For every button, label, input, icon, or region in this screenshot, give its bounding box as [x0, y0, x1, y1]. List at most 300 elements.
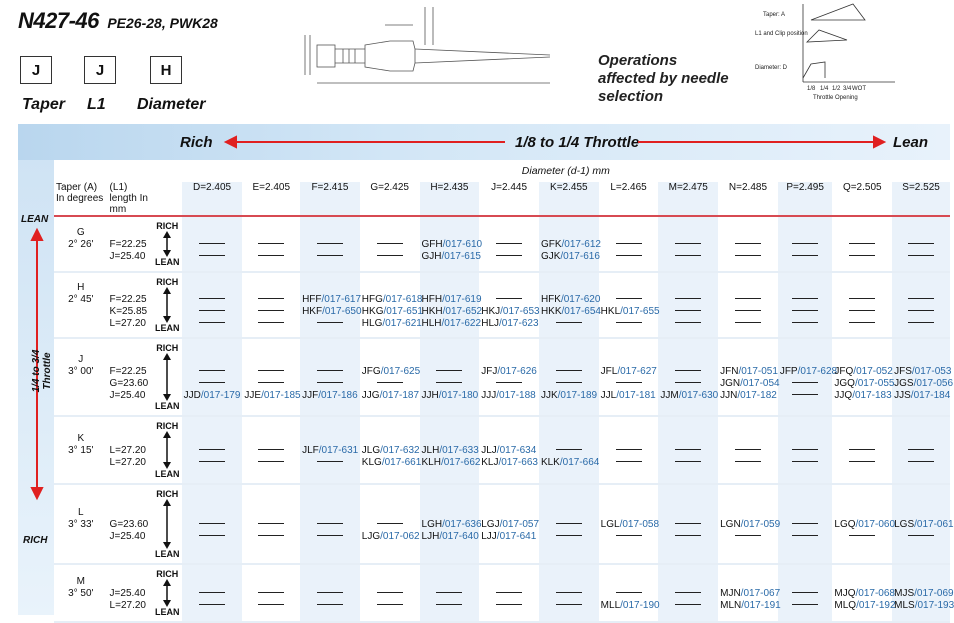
- part-number: /017-192: [856, 600, 896, 611]
- col-header-diameter: K=2.455: [539, 182, 599, 216]
- needle-id: JJS: [894, 390, 911, 401]
- needle-cell: [892, 338, 954, 416]
- side-lean-label: LEAN: [21, 214, 49, 225]
- l1-value: J=25.40: [109, 588, 146, 599]
- col-header-diameter: H=2.435: [420, 182, 480, 216]
- needle-id: KLG: [361, 457, 382, 468]
- needle-cell: [479, 416, 539, 484]
- svg-text:1/2: 1/2: [832, 86, 841, 92]
- empty-dash: [436, 592, 462, 593]
- up-down-arrow-icon: [160, 353, 174, 401]
- part-number: /017-187: [379, 390, 420, 401]
- taper-cell: [54, 338, 108, 416]
- needle-id: MJN: [720, 588, 741, 599]
- needle-id: JJQ: [834, 390, 853, 401]
- needle-cell: [718, 564, 781, 622]
- l1-value: F=22.25: [109, 366, 147, 377]
- side-rich-label: RICH: [23, 535, 48, 546]
- needle-id: JFJ: [481, 366, 498, 377]
- needle-code: [834, 366, 893, 378]
- needle-cell: [539, 416, 599, 484]
- needle-code: [481, 531, 537, 543]
- part-number: /017-632: [380, 445, 420, 456]
- part-number: /017-179: [200, 390, 241, 401]
- empty-dash: [317, 255, 343, 256]
- needle-id: MLN: [720, 600, 742, 611]
- needle-code: [421, 239, 483, 251]
- needle-id: GFH: [421, 239, 443, 250]
- empty-dash: [735, 310, 761, 311]
- needle-cell: [182, 338, 243, 416]
- part-number: /017-068: [855, 588, 895, 599]
- needle-cell: [420, 564, 480, 622]
- needle-code: [540, 251, 600, 263]
- empty-dash: [908, 298, 934, 299]
- needle-code: [481, 519, 540, 531]
- diameter-title: Diameter (d-1) mm: [521, 165, 610, 177]
- needle-id: HFF: [302, 294, 322, 305]
- needle-id: LJG: [361, 531, 381, 542]
- empty-dash: [675, 523, 701, 524]
- svg-text:WOT: WOT: [852, 86, 866, 92]
- up-down-arrow-icon: [160, 499, 174, 549]
- needle-cell: [539, 338, 599, 416]
- needle-id: MJS: [894, 588, 915, 599]
- needle-code: [834, 588, 895, 600]
- taper-degrees: 3° 50': [68, 588, 94, 599]
- part-number: /017-630: [678, 390, 719, 401]
- needle-cell: [242, 484, 300, 564]
- needle-code: [361, 318, 422, 330]
- part-number: /017-190: [620, 600, 660, 611]
- needle-cell: [718, 272, 778, 338]
- part-number: /017-186: [318, 390, 358, 401]
- empty-dash: [258, 322, 284, 323]
- taper-cell: [54, 416, 108, 484]
- l1-cell: [108, 216, 153, 272]
- needle-cell: [539, 564, 599, 622]
- rich-lean-indicator: [153, 338, 182, 416]
- needle-cell: [599, 338, 659, 416]
- needle-cell: [420, 484, 480, 564]
- col-header-diameter: S=2.525: [892, 182, 950, 216]
- indicator-lean: LEAN: [155, 401, 180, 411]
- part-number: /017-067: [740, 588, 781, 599]
- empty-dash: [849, 461, 875, 462]
- empty-dash: [258, 592, 284, 593]
- needle-cell: [832, 484, 896, 564]
- l1-value: L=27.20: [109, 318, 146, 329]
- needle-code: [481, 390, 537, 402]
- needle-cell: [300, 216, 360, 272]
- empty-dash: [199, 322, 225, 323]
- taper-code: L: [77, 507, 84, 518]
- needle-cell: [892, 216, 950, 272]
- part-number: /017-191: [741, 600, 781, 611]
- part-number: /017-180: [438, 390, 479, 401]
- empty-dash: [258, 370, 284, 371]
- needle-code: [421, 318, 482, 330]
- empty-dash: [556, 604, 582, 605]
- needle-cell: [360, 484, 420, 564]
- empty-dash: [199, 523, 225, 524]
- empty-dash: [849, 449, 875, 450]
- empty-dash: [377, 382, 403, 383]
- needle-id: JJE: [244, 390, 262, 401]
- needle-cell: [182, 272, 243, 338]
- needle-id: JJN: [720, 390, 738, 401]
- needle-id: HKH: [421, 306, 443, 317]
- needle-code: [894, 366, 952, 378]
- empty-dash: [496, 298, 522, 299]
- needle-id: LGQ: [834, 519, 856, 530]
- needle-code: [481, 457, 537, 469]
- needle-cell: [599, 216, 659, 272]
- needle-cell: [479, 338, 539, 416]
- empty-dash: [616, 461, 642, 462]
- empty-dash: [258, 298, 284, 299]
- empty-dash: [377, 255, 403, 256]
- part-number: /017-661: [381, 457, 422, 468]
- table-row: [54, 484, 950, 564]
- part-number: /017-618: [382, 294, 423, 305]
- needle-cell: [892, 564, 954, 622]
- empty-dash: [792, 523, 818, 524]
- needle-code: [660, 390, 719, 402]
- needle-code: [361, 366, 421, 378]
- table-row: [54, 216, 950, 272]
- band-lean-label: Lean: [893, 134, 929, 151]
- needle-cell: [718, 484, 781, 564]
- empty-dash: [496, 592, 522, 593]
- empty-dash: [317, 382, 343, 383]
- empty-dash: [258, 449, 284, 450]
- diameter-label: Diameter: [137, 96, 206, 113]
- empty-dash: [908, 535, 934, 536]
- needle-id: HFH: [421, 294, 443, 305]
- needle-id: MLS: [894, 600, 915, 611]
- part-number: /017-060: [855, 519, 896, 530]
- needle-cell: [360, 564, 420, 622]
- needle-code: [720, 588, 781, 600]
- needle-cell: [658, 272, 718, 338]
- needle-id: HLH: [421, 318, 442, 329]
- needle-cell: [658, 416, 718, 484]
- part-number: /017-641: [496, 531, 537, 542]
- rich-lean-indicator: [153, 416, 182, 484]
- empty-dash: [377, 523, 403, 524]
- needle-cell: [539, 484, 599, 564]
- needle-id: LGS: [894, 519, 915, 530]
- l1-value: L=27.20: [109, 600, 146, 611]
- needle-cell: [300, 416, 360, 484]
- needle-cell: [479, 484, 539, 564]
- part-number: /017-052: [853, 366, 893, 377]
- needle-id: JLF: [302, 445, 319, 456]
- needle-id: JJF: [302, 390, 319, 401]
- needle-cell: [242, 564, 300, 622]
- needle-id: GFK: [540, 239, 562, 250]
- empty-dash: [317, 461, 343, 462]
- empty-dash: [735, 461, 761, 462]
- empty-dash: [792, 322, 818, 323]
- empty-dash: [199, 310, 225, 311]
- taper-code: J: [78, 354, 84, 365]
- col-header-diameter: G=2.425: [360, 182, 420, 216]
- needle-cell: [658, 564, 718, 622]
- taper-cell: [54, 216, 108, 272]
- needle-id: HFG: [361, 294, 383, 305]
- empty-dash: [616, 449, 642, 450]
- needle-id: JJJ: [481, 390, 497, 401]
- col-header-diameter: N=2.485: [718, 182, 778, 216]
- needle-cell: [658, 484, 718, 564]
- empty-dash: [258, 382, 284, 383]
- needle-cell: [420, 338, 480, 416]
- empty-dash: [258, 243, 284, 244]
- empty-dash: [792, 592, 818, 593]
- empty-dash: [616, 382, 642, 383]
- part-number: /017-654: [561, 306, 601, 317]
- needle-cell: [182, 416, 243, 484]
- needle-code: [422, 390, 478, 402]
- needle-cell: [182, 564, 243, 622]
- part-number: /017-626: [497, 366, 537, 377]
- needle-cell: [300, 272, 360, 338]
- needle-code: [720, 600, 781, 612]
- part-number: /017-640: [439, 531, 479, 542]
- part-number: /017-182: [737, 390, 777, 401]
- needle-cell: [420, 216, 483, 272]
- taper-code: H: [77, 282, 85, 293]
- empty-dash: [199, 243, 225, 244]
- needle-cell: [300, 564, 360, 622]
- part-number: /017-193: [914, 600, 954, 611]
- part-number: /017-663: [498, 457, 538, 468]
- empty-dash: [675, 370, 701, 371]
- side-throttle-label: 1/4 to 3/4 Throttle: [31, 349, 53, 393]
- needle-id: MLL: [600, 600, 621, 611]
- part-number: /017-615: [441, 251, 481, 262]
- l1-value: K=25.85: [109, 306, 148, 317]
- part-number: /017-622: [441, 318, 482, 329]
- needle-code: [302, 294, 362, 306]
- part-number: /017-655: [620, 306, 660, 317]
- taper-code-box: J: [20, 56, 52, 84]
- empty-dash: [675, 298, 701, 299]
- needle-code: [541, 390, 597, 402]
- empty-dash: [317, 322, 343, 323]
- l1-value: J=25.40: [109, 251, 146, 262]
- needle-code: [421, 519, 482, 531]
- needle-code: [894, 600, 954, 612]
- needle-cell: [360, 338, 420, 416]
- needle-cell: [832, 416, 892, 484]
- empty-dash: [792, 449, 818, 450]
- empty-dash: [735, 322, 761, 323]
- needle-code: [720, 378, 780, 390]
- needle-id: GJK: [540, 251, 561, 262]
- needle-code: [834, 378, 895, 390]
- needle-cell: [832, 338, 895, 416]
- up-down-arrow-icon: [160, 287, 174, 323]
- empty-dash: [436, 382, 462, 383]
- needle-cell: [539, 272, 599, 338]
- needle-cell: [599, 272, 659, 338]
- l1-cell: [108, 564, 153, 622]
- empty-dash: [258, 523, 284, 524]
- part-number: /017-616: [560, 251, 600, 262]
- empty-dash: [849, 322, 875, 323]
- needle-code: [540, 239, 601, 251]
- needle-id: JFQ: [834, 366, 854, 377]
- empty-dash: [792, 604, 818, 605]
- needle-id: LGL: [600, 519, 620, 530]
- needle-id: JLJ: [481, 445, 497, 456]
- empty-dash: [258, 604, 284, 605]
- needle-code: [481, 366, 537, 378]
- empty-dash: [258, 310, 284, 311]
- operations-note: Operations affected by needle selection: [598, 52, 729, 105]
- needle-code: [481, 306, 540, 318]
- empty-dash: [199, 449, 225, 450]
- empty-dash: [496, 604, 522, 605]
- taper-cell: [54, 564, 108, 622]
- needle-code: [421, 294, 482, 306]
- part-number: /017-055: [854, 378, 895, 389]
- needle-code: [421, 457, 481, 469]
- needle-id: HKF: [302, 306, 323, 317]
- empty-dash: [377, 604, 403, 605]
- empty-dash: [258, 461, 284, 462]
- empty-dash: [675, 535, 701, 536]
- l1-value: G=23.60: [109, 378, 149, 389]
- needle-id: JJG: [361, 390, 380, 401]
- empty-dash: [556, 322, 582, 323]
- needle-code: [361, 294, 423, 306]
- l1-value: F=22.25: [109, 294, 147, 305]
- needle-code: [362, 390, 418, 402]
- needle-code: [720, 390, 776, 402]
- part-number: /017-662: [440, 457, 481, 468]
- l1-cell: [108, 272, 153, 338]
- l1-cell: [108, 416, 153, 484]
- empty-dash: [496, 255, 522, 256]
- needle-cell: [479, 564, 539, 622]
- needle-cell: [832, 272, 892, 338]
- needle-code: [601, 366, 657, 378]
- needle-code: [600, 306, 660, 318]
- needle-cell: [242, 216, 300, 272]
- needle-id: JFP: [779, 366, 798, 377]
- svg-text:3/4: 3/4: [843, 86, 852, 92]
- taper-label: Taper: [22, 96, 65, 113]
- empty-dash: [908, 449, 934, 450]
- needle-code: [720, 366, 776, 378]
- empty-dash: [258, 535, 284, 536]
- indicator-rich: RICH: [156, 421, 179, 431]
- needle-cell: [778, 416, 833, 484]
- empty-dash: [675, 449, 701, 450]
- empty-dash: [199, 255, 225, 256]
- taper-degrees: 2° 26': [68, 239, 94, 250]
- empty-dash: [675, 310, 701, 311]
- needle-cell: [718, 338, 778, 416]
- needle-code: [600, 600, 660, 612]
- part-number: /017-625: [380, 366, 421, 377]
- needle-cell: [599, 564, 659, 622]
- part-number: /017-058: [619, 519, 660, 530]
- needle-cell: [718, 216, 778, 272]
- model-number: N427-46: [18, 8, 99, 33]
- empty-dash: [792, 243, 818, 244]
- empty-dash: [199, 535, 225, 536]
- needle-cell: [360, 216, 420, 272]
- taper-cell: [54, 272, 108, 338]
- empty-dash: [675, 255, 701, 256]
- empty-dash: [317, 535, 343, 536]
- needle-cell: [658, 216, 718, 272]
- needle-id: KLK: [540, 457, 560, 468]
- mini-label-diameter: Diameter: D: [755, 65, 788, 71]
- part-number: /017-062: [380, 531, 420, 542]
- needle-code: [361, 306, 423, 318]
- l1-value: L=27.20: [109, 445, 146, 456]
- table-row: [54, 416, 950, 484]
- empty-dash: [675, 382, 701, 383]
- part-number: /017-189: [557, 390, 598, 401]
- empty-dash: [616, 592, 642, 593]
- needle-cell: [539, 216, 599, 272]
- needle-id: JFG: [361, 366, 381, 377]
- needle-cell: [892, 484, 954, 564]
- part-number: /017-059: [740, 519, 781, 530]
- needle-cell: [778, 484, 833, 564]
- needle-id: HLG: [361, 318, 383, 329]
- empty-dash: [436, 604, 462, 605]
- needle-code: [894, 588, 954, 600]
- empty-dash: [792, 298, 818, 299]
- up-down-arrow-icon: [160, 579, 174, 607]
- part-number: /017-650: [322, 306, 362, 317]
- mini-label-l1: L1 and Clip position: [755, 31, 808, 37]
- empty-dash: [735, 298, 761, 299]
- needle-code: [421, 251, 481, 263]
- taper-degrees: 3° 33': [68, 519, 94, 530]
- empty-dash: [735, 449, 761, 450]
- needle-id: JFL: [600, 366, 618, 377]
- empty-dash: [258, 255, 284, 256]
- needle-cell: [778, 338, 838, 416]
- empty-dash: [849, 298, 875, 299]
- needle-code: [481, 445, 537, 457]
- part-number: /017-627: [617, 366, 657, 377]
- applications: PE26-28, PWK28: [107, 15, 218, 31]
- needle-id: JLG: [361, 445, 381, 456]
- needle-cell: [360, 416, 420, 484]
- needle-code: [302, 445, 358, 457]
- table-row: [54, 564, 950, 622]
- part-number: /017-619: [442, 294, 482, 305]
- needle-id: JJK: [540, 390, 558, 401]
- part-number: /017-051: [738, 366, 778, 377]
- mini-xlabel: Throttle Opening: [813, 95, 858, 101]
- l1-value: J=25.40: [109, 531, 146, 542]
- taper-degrees: 3° 15': [68, 445, 94, 456]
- needle-code: [779, 366, 838, 378]
- part-number: /017-185: [261, 390, 301, 401]
- needle-id: HLJ: [481, 318, 500, 329]
